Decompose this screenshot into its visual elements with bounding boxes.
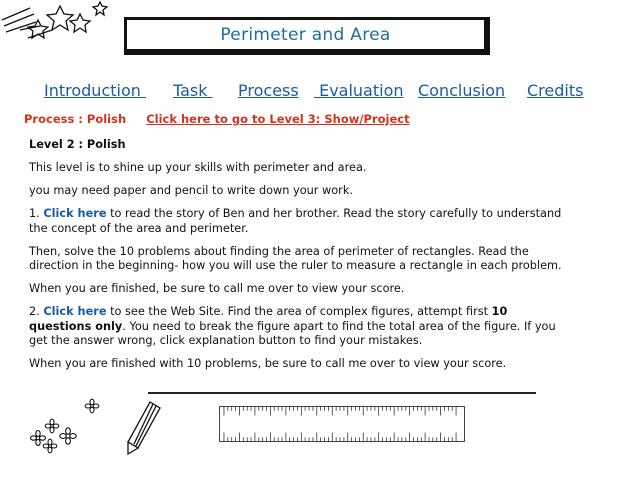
shooting-stars-icon	[0, 0, 120, 50]
nav-evaluation[interactable]: Evaluation	[314, 81, 404, 100]
process-label: Process : Polish	[24, 112, 127, 126]
content-area	[29, 138, 569, 380]
flowers-icon	[30, 396, 100, 456]
step2-prefix: 2.	[29, 305, 44, 318]
level3-link[interactable]: Click here to go to Level 3: Show/Project	[146, 112, 410, 126]
paragraph-step2	[29, 305, 569, 349]
step2-bold: 10 questions only	[29, 305, 508, 333]
nav-introduction[interactable]: Introduction	[44, 81, 146, 100]
paragraph-finished-1: When you are finished, be sure to call me over to view your score.	[29, 282, 405, 295]
page-title: Perimeter and Area	[220, 24, 391, 45]
nav-task[interactable]: Task	[173, 81, 213, 100]
main-nav	[0, 81, 638, 103]
paragraph-intro: This level is to shine up your skills with perimeter and area.	[29, 161, 367, 174]
ruler-icon	[219, 406, 465, 442]
divider-line	[148, 392, 536, 394]
process-bar	[24, 112, 410, 128]
step2-text-2: . You need to break the figure apart to find the total area of the figure. If you get the answer wrong, click explanation button to find your mistakes.	[29, 319, 556, 347]
title-banner	[124, 17, 490, 55]
step2-text-1: to see the Web Site. Find the area of complex figures, attempt first	[106, 305, 492, 318]
paragraph-materials: you may need paper and pencil to write down your work.	[29, 184, 353, 197]
nav-process[interactable]: Process	[238, 81, 299, 100]
paragraph-problems: Then, solve the 10 problems about finding the area of perimeter of rectangles. Read the direction in the beginning- how you will use the ruler to measure a rectangle in each problem.	[29, 244, 562, 272]
step1-prefix: 1.	[29, 207, 44, 220]
nav-conclusion[interactable]: Conclusion	[418, 81, 506, 100]
website-link[interactable]: Click here	[43, 305, 107, 318]
step1-text: to read the story of Ben and her brother. Read the story carefully to understand the concept of the area and perimeter.	[29, 207, 562, 235]
paragraph-finished-2: When you are finished with 10 problems, be sure to call me over to view your score.	[29, 357, 507, 370]
story-link[interactable]: Click here	[43, 207, 107, 220]
pencil-icon	[122, 400, 162, 456]
level-heading: Level 2 : Polish	[29, 138, 126, 151]
nav-credits[interactable]: Credits	[527, 81, 584, 100]
paragraph-step1	[29, 207, 569, 236]
